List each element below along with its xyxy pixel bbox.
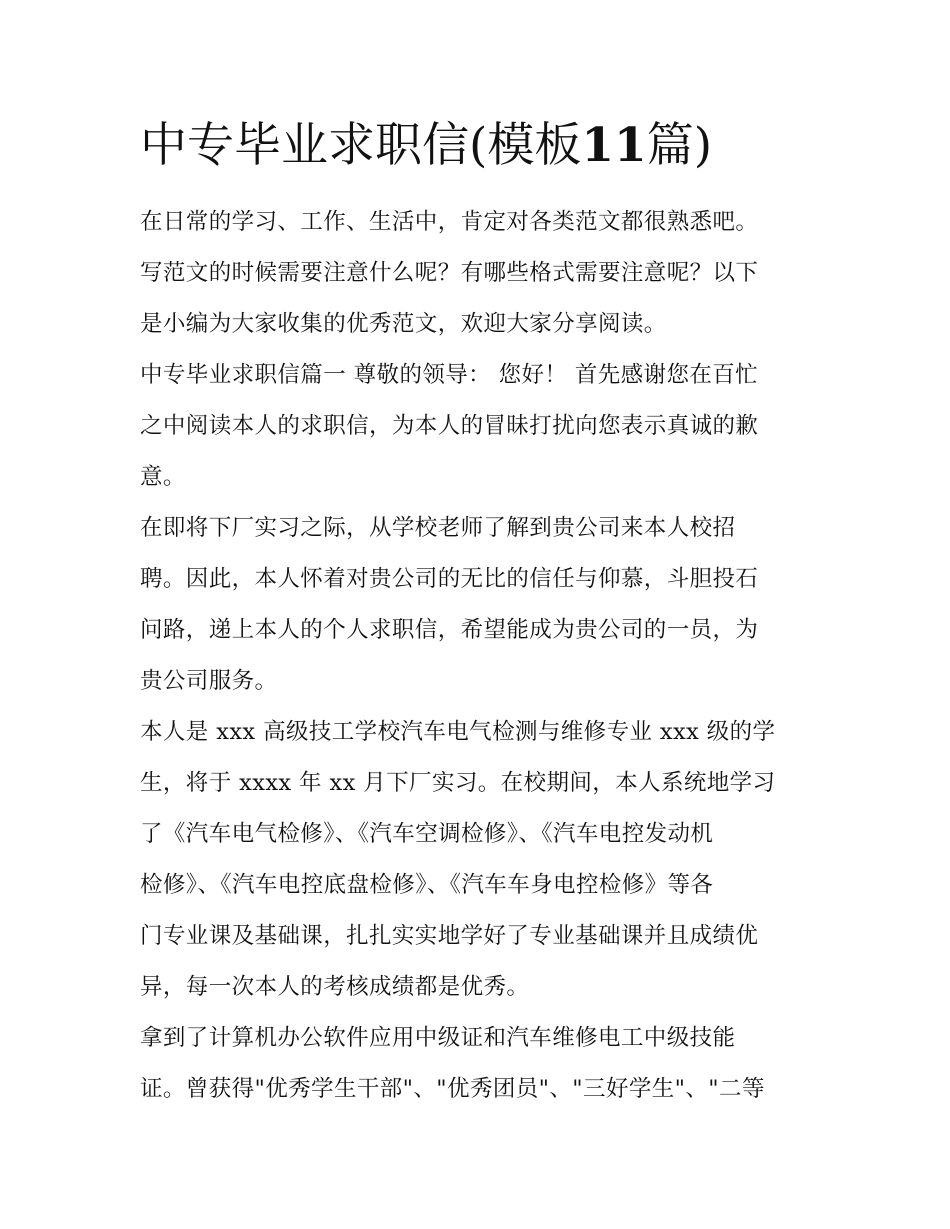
paragraph-intro — [140, 197, 812, 350]
document-body — [140, 197, 812, 1115]
title-suffix: 篇) — [646, 118, 713, 173]
paragraph-purpose — [140, 503, 812, 707]
text-line: 拿到了计算机办公软件应用中级证和汽车维修电工中级技能 — [140, 1025, 736, 1051]
paragraph-education — [140, 707, 812, 1013]
text-line: 之中阅读本人的求职信，为本人的冒昧打扰向您表示真诚的歉 — [140, 413, 759, 439]
title-text: 中专毕业求职信(模板 — [140, 118, 582, 173]
text-line: 了《汽车电气检修》、《汽车空调检修》、《汽车电控发动机 — [140, 821, 714, 847]
text-line: 中专毕业求职信篇一 尊敬的领导： 您好！ 首先感谢您在百忙 — [140, 362, 759, 388]
text-line: 写范文的时候需要注意什么呢？有哪些格式需要注意呢？以下 — [140, 260, 759, 286]
text-line: 门专业课及基础课，扎扎实实地学好了专业基础课并且成绩优 — [140, 923, 759, 949]
paragraph-greeting — [140, 350, 812, 503]
text-line: 问路，递上本人的个人求职信，希望能成为贵公司的一员，为 — [140, 617, 759, 643]
text-line: 异，每一次本人的考核成绩都是优秀。 — [140, 974, 530, 1000]
paragraph-certificates — [140, 1013, 812, 1115]
text-line: 在即将下厂实习之际，从学校老师了解到贵公司来本人校招 — [140, 515, 736, 541]
text-line: 在日常的学习、工作、生活中，肯定对各类范文都很熟悉吧。 — [140, 209, 759, 235]
text-line: 本人是 xxx 高级技工学校汽车电气检测与维修专业 xxx 级的学 — [140, 719, 776, 745]
text-line: 证。曾获得"优秀学生干部"、"优秀团员"、"三好学生"、"二等 — [140, 1076, 765, 1102]
title-number: 11 — [581, 118, 647, 173]
text-line: 聘。因此，本人怀着对贵公司的无比的信任与仰慕，斗胆投石 — [140, 566, 759, 592]
text-line: 检修》、《汽车电控底盘检修》、《汽车车身电控检修》等各 — [140, 872, 714, 898]
document-title — [140, 112, 840, 180]
text-line: 是小编为大家收集的优秀范文，欢迎大家分享阅读。 — [140, 311, 667, 337]
text-line: 意。 — [140, 464, 186, 490]
text-line: 贵公司服务。 — [140, 668, 278, 694]
text-line: 生，将于 xxxx 年 xx 月下厂实习。在校期间，本人系统地学习 — [140, 770, 776, 796]
